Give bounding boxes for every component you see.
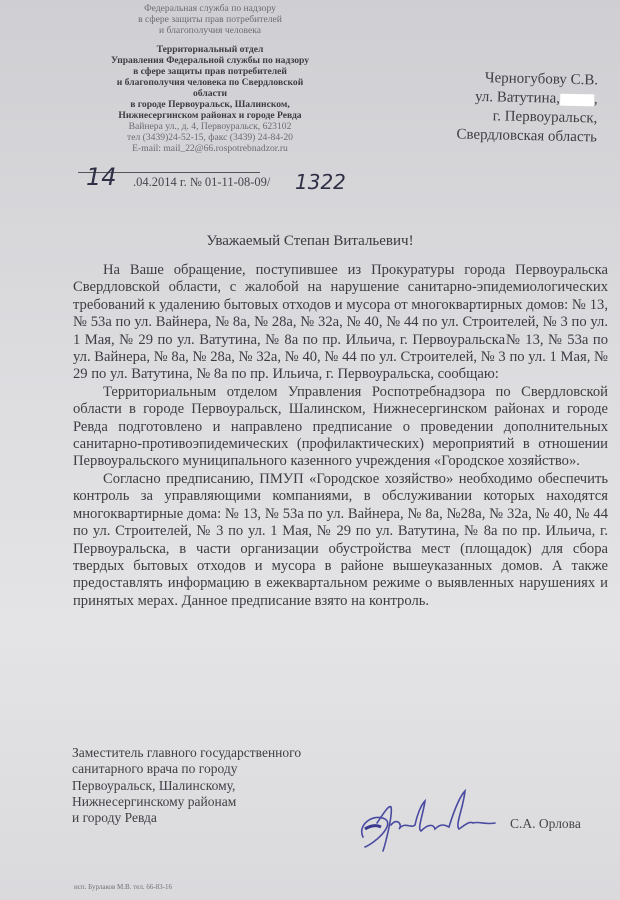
recipient-street-line: ул. Ватутина, , — [475, 88, 599, 108]
position-line: Первоуральск, Шалинскому, — [72, 777, 236, 793]
letterhead-line: в сфере защиты прав потребителей — [133, 66, 287, 77]
recipient-block — [457, 69, 599, 148]
redacted-block — [560, 93, 594, 106]
letterhead-line: области — [192, 88, 228, 99]
letterhead-line: Территориальный отдел — [156, 44, 264, 55]
phone: тел (3439)24-52-15, факс (3439) 24-84-20 — [127, 132, 293, 143]
recipient-name: Черногубову С.В. — [485, 70, 599, 89]
body-paragraph: Согласно предписанию, ПМУП «Городское хозяйство» необходимо обеспечить контроль за управляющими компаниями, в обслуживании которых находятся многоквартирные дома: № 13, № 53а по ул. Вайнера, № 8а, №28а, № 32а, № 40, № 44 по ул. Строителей, № 3 по ул. 1 Мая, № 29 по ул. Ватутина, № 8а по пр. Ильича, г. Первоуральска, в части организации обустройства мест (площадок) для сбора твердых бытовых отходов и мусора в районе вышеуказанных домов. А также предоставлять информацию в ежеквартальном режиме о выявленных нарушениях и принятых мерах. Данное предписание взято на контроль. — [73, 470, 608, 609]
letterhead-line: Нижнесергинском районах и городе Ревда — [118, 110, 302, 121]
letterhead-line: Управления Федеральной службы по надзору — [110, 55, 310, 66]
contact-info — [60, 121, 360, 154]
recipient-city: г. Первоуральск, — [492, 108, 598, 127]
greeting: Уважаемый Степан Витальевич! — [206, 233, 414, 249]
position-line: Нижнесергинскому районам — [72, 793, 237, 809]
body-paragraph: Территориальным отделом Управления Роспотребнадзора по Свердловской области в городе Первоуральск, Шалинском, Нижнесергинском районах и городе Ревда подготовлено и направлено предписание о проведении дополнительных санитарно-противоэпидемических (профилактических) мероприятий в отношении Первоуральского муниципального казенного учреждения «Городское хозяйство». — [73, 383, 608, 470]
letterhead-line: и благополучия человека — [158, 25, 262, 36]
letter-body — [73, 262, 608, 610]
position-line: Заместитель главного государственного — [72, 745, 302, 760]
address: Вайнера ул., д. 4, Первоуральск, 623102 — [128, 121, 292, 132]
executor-info: исп. Бурлаков М.В. тел. 66-83-16 — [74, 883, 173, 891]
signatory-name: С.А. Орлова — [510, 816, 581, 831]
recipient-region: Свердловская область — [456, 126, 598, 146]
handwritten-day: 14 — [86, 163, 117, 191]
letterhead — [60, 3, 360, 154]
signatory-position — [72, 745, 301, 826]
letterhead-line: и благополучия человека по Свердловской — [116, 77, 304, 88]
registration-number: .04.2014 г. № 01-11-08-09/ — [133, 175, 271, 189]
handwritten-number: 1322 — [295, 170, 346, 194]
letterhead-line: Федеральная служба по надзору — [144, 3, 276, 14]
federal-service-name — [60, 3, 360, 36]
letterhead-line: в городе Первоуральск, Шалинском, — [130, 99, 290, 110]
handwritten-signature-icon — [355, 785, 505, 855]
body-paragraph: На Ваше обращение, поступившее из Прокуратуры города Первоуральска Свердловской области, с жалобой на нарушение санитарно-эпидемиологических требований к удалению бытовых отходов и мусора от многоквартирных домов: № 13, № 53а по ул. Вайнера, № 8а, № 28а, № 32а, № 40, № 44 по ул. Строителей, № 3 по ул. 1 Мая, № 29 по ул. Ватутина, № 8а по пр. Ильича, г. Первоуральска№ 13, № 53а по ул. Вайнера, № 8а, № 28а, № 32а, № 40, № 44 по ул. Строителей, № 3 по ул. 1 Мая, № 29 по ул. Ватутина, № 8а по пр. Ильича, г. Первоуральска, сообщаю: — [73, 262, 608, 383]
position-line: санитарного врача по городу — [72, 761, 238, 777]
position-line: и городу Ревда — [72, 810, 157, 826]
email: E-mail: mail_22@66.rospotrebnadzor.ru — [132, 143, 288, 154]
letterhead-line: в сфере защиты прав потребителей — [138, 14, 282, 25]
department-name — [60, 44, 360, 121]
recipient-street: ул. Ватутина, — [475, 88, 561, 107]
